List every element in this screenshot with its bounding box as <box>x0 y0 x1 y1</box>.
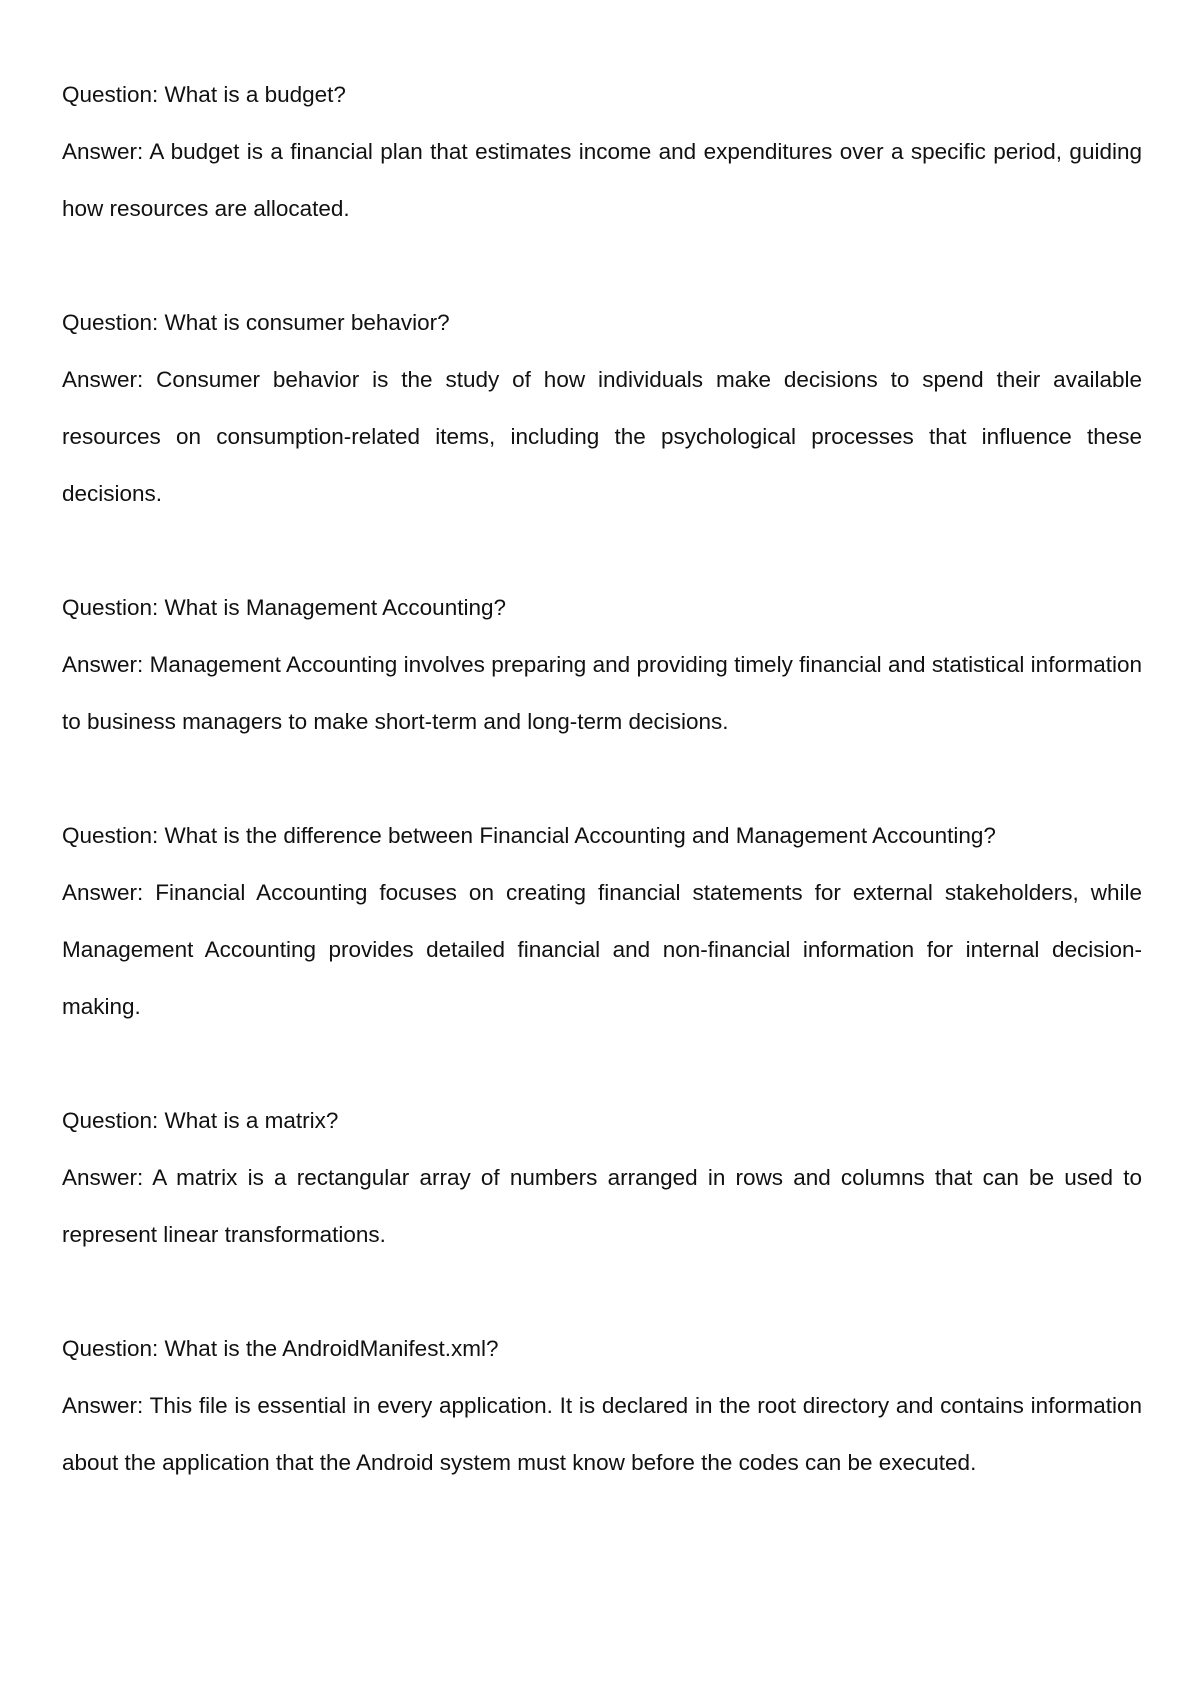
answer-text: Answer: Financial Accounting focuses on creating financial statements for external stakeholders, while Management Accounting provides detailed financial and non-financial information for internal decision-making. <box>62 880 1142 1019</box>
answer-text: Answer: Management Accounting involves preparing and providing timely financial and statistical information to business managers to make short-term and long-term decisions. <box>62 652 1142 734</box>
qa-item <box>62 1320 1142 1491</box>
question-text: Question: What is consumer behavior? <box>62 310 450 335</box>
answer-text: Answer: Consumer behavior is the study of how individuals make decisions to spend their available resources on consumption-related items, including the psychological processes that influence these decisions. <box>62 367 1142 506</box>
qa-item <box>62 579 1142 750</box>
question-text: Question: What is a matrix? <box>62 1108 339 1133</box>
question-text: Question: What is Management Accounting? <box>62 595 507 620</box>
question-text: Question: What is the difference between Financial Accounting and Management Accounting? <box>62 823 996 848</box>
answer-text: Answer: This file is essential in every application. It is declared in the root directory and contains information about the application that the Android system must know before the codes can be executed. <box>62 1393 1142 1475</box>
question-text: Question: What is a budget? <box>62 82 346 107</box>
qa-item <box>62 294 1142 522</box>
qa-item <box>62 66 1142 237</box>
qa-list <box>62 66 1142 1548</box>
answer-text: Answer: A matrix is a rectangular array of numbers arranged in rows and columns that can be used to represent linear transformations. <box>62 1165 1142 1247</box>
answer-text: Answer: A budget is a financial plan that estimates income and expenditures over a specific period, guiding how resources are allocated. <box>62 139 1142 221</box>
qa-item <box>62 807 1142 1035</box>
qa-item <box>62 1092 1142 1263</box>
question-text: Question: What is the AndroidManifest.xml? <box>62 1336 499 1361</box>
